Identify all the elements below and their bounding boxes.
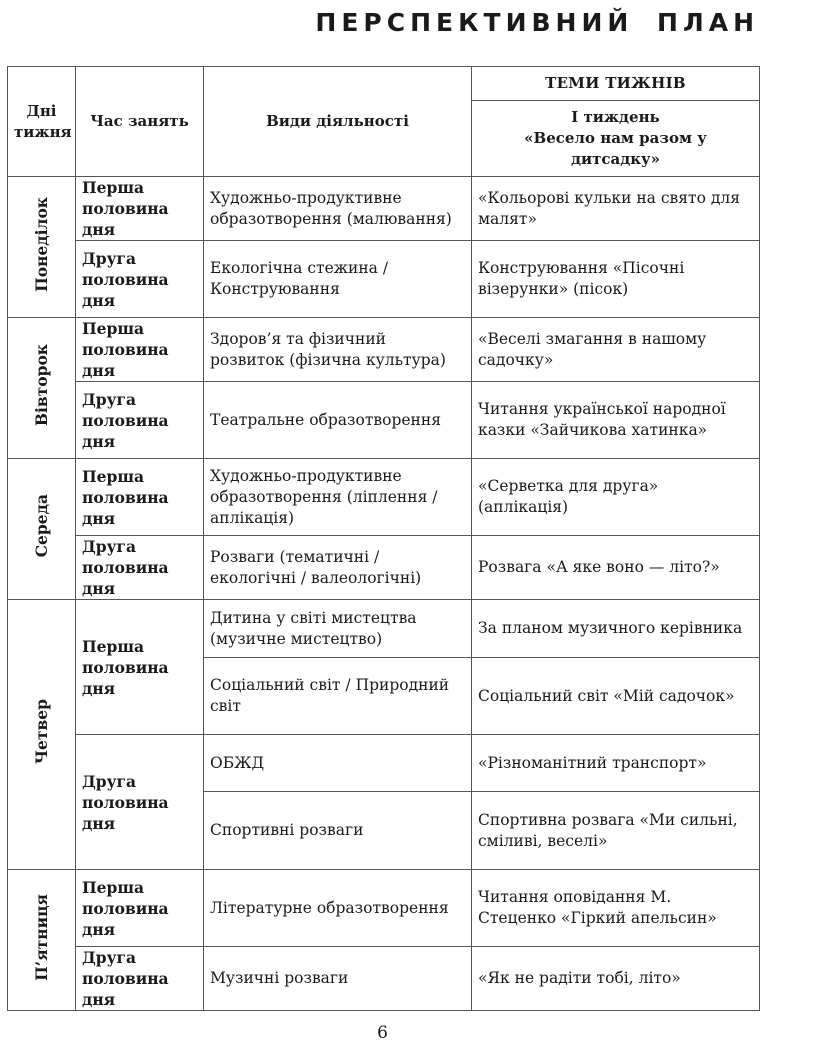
day-label: Вівторок xyxy=(32,343,51,427)
table-row xyxy=(8,382,760,459)
table-row xyxy=(8,735,760,792)
week-name: І тиждень xyxy=(571,108,660,126)
theme-cell: «Кольорові кульки на свято для малят» xyxy=(472,177,760,241)
theme-cell: Соціальний світ «Мій садочок» xyxy=(472,658,760,735)
theme-cell: «Різноманітний транспорт» xyxy=(472,735,760,792)
week-theme: «Весело нам разом у дитсадку» xyxy=(524,129,707,168)
table-row xyxy=(8,318,760,382)
activity-cell: Театральне образотворення xyxy=(204,382,472,459)
activity-cell: Художньо-продуктивне образотворення (ліплення / аплікація) xyxy=(204,459,472,536)
day-cell-monday xyxy=(8,177,76,318)
table-row xyxy=(8,241,760,318)
time-cell: Друга половина дня xyxy=(76,382,204,459)
header-time: Час занять xyxy=(76,67,204,177)
day-label: Четвер xyxy=(32,698,51,765)
activity-cell: Художньо-продуктивне образотворення (малювання) xyxy=(204,177,472,241)
table-row xyxy=(8,536,760,600)
theme-cell: Спортивна розвага «Ми сильні, сміливі, веселі» xyxy=(472,792,760,870)
theme-cell: Читання української народної казки «Зайчикова хатинка» xyxy=(472,382,760,459)
day-cell-friday xyxy=(8,870,76,1011)
activity-cell: Музичні розваги xyxy=(204,947,472,1011)
activity-cell: Літературне образотворення xyxy=(204,870,472,947)
theme-cell: За планом музичного керівника xyxy=(472,600,760,658)
activity-cell: Спортивні розваги xyxy=(204,792,472,870)
time-cell: Друга половина дня xyxy=(76,735,204,870)
day-cell-thursday xyxy=(8,600,76,870)
activity-cell: Соціальний світ / Природний світ xyxy=(204,658,472,735)
time-cell: Перша половина дня xyxy=(76,870,204,947)
activity-cell: Дитина у світі мистецтва (музичне мистецтво) xyxy=(204,600,472,658)
activity-cell: Розваги (тематичні / екологічні / валеологічні) xyxy=(204,536,472,600)
day-label: Понеділок xyxy=(32,196,51,292)
day-label: П’ятниця xyxy=(32,893,51,981)
time-cell: Перша половина дня xyxy=(76,177,204,241)
time-cell: Перша половина дня xyxy=(76,600,204,735)
time-cell: Перша половина дня xyxy=(76,318,204,382)
header-weeks: ТЕМИ ТИЖНІВ xyxy=(472,67,760,101)
day-label: Середа xyxy=(32,494,51,558)
activity-cell: ОБЖД xyxy=(204,735,472,792)
theme-cell: «Серветка для друга» (аплікація) xyxy=(472,459,760,536)
time-cell: Перша половина дня xyxy=(76,459,204,536)
header-days: Дні тижня xyxy=(8,67,76,177)
time-cell: Друга половина дня xyxy=(76,536,204,600)
theme-cell: Читання оповідання М. Стеценко «Гіркий апельсин» xyxy=(472,870,760,947)
activity-cell: Екологічна стежина / Конструювання xyxy=(204,241,472,318)
table-row xyxy=(8,870,760,947)
header-activities: Види діяльності xyxy=(204,67,472,177)
table-row xyxy=(8,947,760,1011)
header-week-1 xyxy=(472,101,760,177)
time-cell: Друга половина дня xyxy=(76,947,204,1011)
theme-cell: Конструювання «Пісочні візерунки» (пісок) xyxy=(472,241,760,318)
theme-cell: Розвага «А яке воно — літо?» xyxy=(472,536,760,600)
theme-cell: «Веселі змагання в нашому садочку» xyxy=(472,318,760,382)
day-cell-wednesday xyxy=(8,459,76,600)
table-row xyxy=(8,459,760,536)
page-number: 6 xyxy=(377,1023,388,1043)
plan-table xyxy=(7,66,760,1011)
day-cell-tuesday xyxy=(8,318,76,459)
time-cell: Друга половина дня xyxy=(76,241,204,318)
table-row xyxy=(8,177,760,241)
page-title: ПЕРСПЕКТИВНИЙ ПЛАН xyxy=(315,8,759,37)
theme-cell: «Як не радіти тобі, літо» xyxy=(472,947,760,1011)
table-row xyxy=(8,600,760,658)
activity-cell: Здоров’я та фізичний розвиток (фізична культура) xyxy=(204,318,472,382)
